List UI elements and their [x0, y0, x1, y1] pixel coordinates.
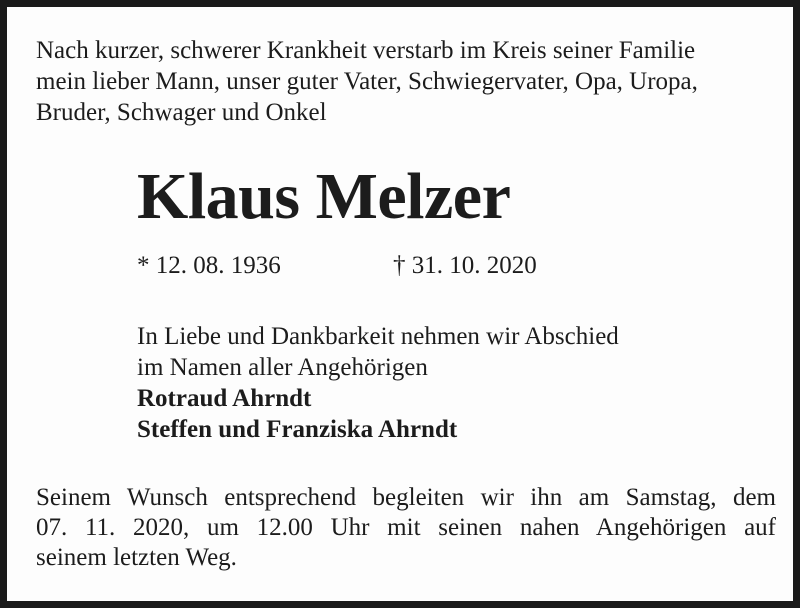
birth-date: * 12. 08. 1936 [137, 252, 281, 279]
intro-line: Nach kurzer, schwerer Krankheit verstarb im Kreis seiner Familie [36, 37, 696, 64]
mourner-name: Steffen und Franziska Ahrndt [137, 416, 458, 443]
funeral-info-line: seinem letzten Weg. [36, 544, 237, 571]
intro-text [36, 35, 776, 128]
mourners-block [137, 321, 619, 445]
death-date: † 31. 10. 2020 [393, 252, 537, 279]
intro-line: mein lieber Mann, unser guter Vater, Schwiegervater, Opa, Uropa, [36, 68, 698, 95]
deceased-name: Klaus Melzer [137, 160, 511, 233]
funeral-info-line: 07. 11. 2020, um 12.00 Uhr mit seinen nahen Angehörigen auf [36, 514, 776, 541]
farewell-line: In Liebe und Dankbarkeit nehmen wir Abschied [137, 323, 619, 350]
funeral-info [36, 483, 776, 573]
intro-line: Bruder, Schwager und Onkel [36, 99, 327, 126]
relatives-line: im Namen aller Angehörigen [137, 354, 428, 381]
mourner-name: Rotraud Ahrndt [137, 385, 312, 412]
funeral-info-line: Seinem Wunsch entsprechend begleiten wir ihn am Samstag, dem [36, 484, 776, 511]
